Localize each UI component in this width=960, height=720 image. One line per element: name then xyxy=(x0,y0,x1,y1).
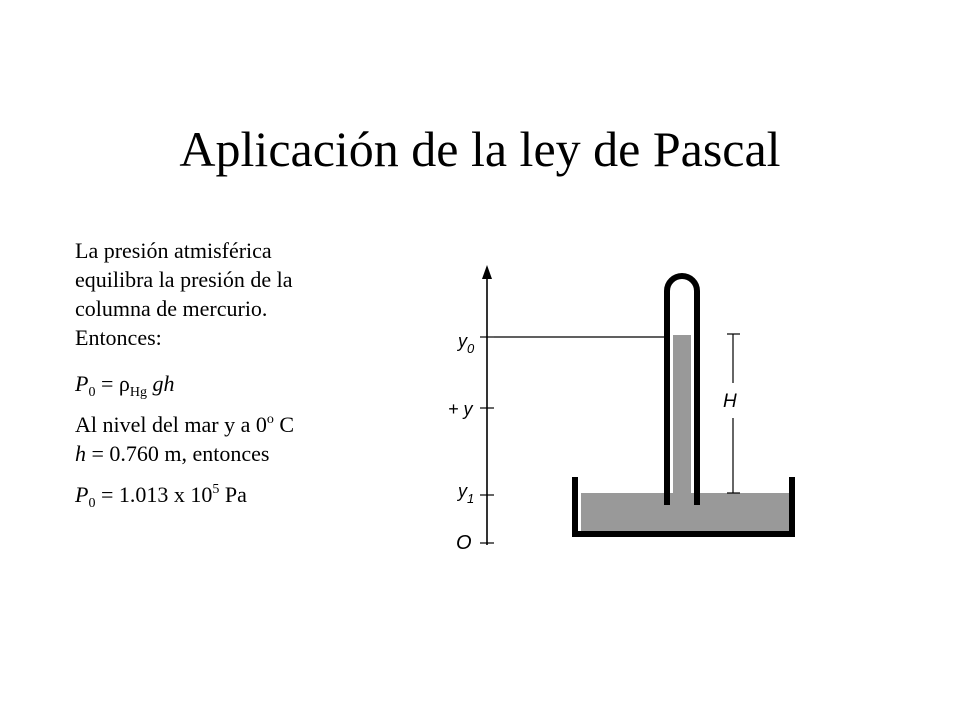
sea-level-tail: C xyxy=(273,412,295,437)
tube-mercury-column xyxy=(673,335,691,531)
slide-body xyxy=(75,236,420,521)
formula2-text: = 1.013 x 10 xyxy=(95,482,213,507)
h-var: h xyxy=(75,441,86,466)
formula2-sub-0: 0 xyxy=(88,496,96,511)
sea-level-paragraph xyxy=(75,410,420,468)
label-plus-y: + y xyxy=(448,399,473,419)
intro-line-3: columna de mercurio. xyxy=(75,296,268,321)
formula1-sub-hg: Hg xyxy=(129,385,147,400)
formula-pressure-equals-rho-g-h xyxy=(75,369,420,398)
slide-title: Aplicación de la ley de Pascal xyxy=(179,120,781,177)
formula1-sub-0: 0 xyxy=(88,385,96,400)
formula-p0-value xyxy=(75,480,420,509)
sea-level-text: Al nivel del mar y a 0 xyxy=(75,412,267,437)
intro-line-4: Entonces: xyxy=(75,325,162,350)
formula2-tail: Pa xyxy=(219,482,247,507)
barometer-diagram xyxy=(440,255,810,555)
label-y1: $y_1$ xyxy=(458,481,475,506)
label-y0: $y_0$ xyxy=(458,331,475,356)
formula1-var-p: P xyxy=(75,371,89,396)
formula2-var-p: P xyxy=(75,482,89,507)
y-axis-arrow-icon xyxy=(482,265,492,279)
degree-sup: o xyxy=(266,412,274,427)
label-origin: O xyxy=(456,532,472,554)
formula1-rho: ρ xyxy=(118,371,130,396)
formula2-exponent: 5 xyxy=(212,482,220,497)
h-value-text: = 0.760 m, entonces xyxy=(86,441,270,466)
formula1-gh: gh xyxy=(146,371,175,396)
intro-line-1: La presión atmisférica xyxy=(75,238,272,263)
formula1-equals: = xyxy=(95,371,119,396)
label-h: H xyxy=(723,391,737,412)
intro-paragraph xyxy=(75,236,420,352)
intro-line-2: equilibra la presión de la xyxy=(75,267,293,292)
